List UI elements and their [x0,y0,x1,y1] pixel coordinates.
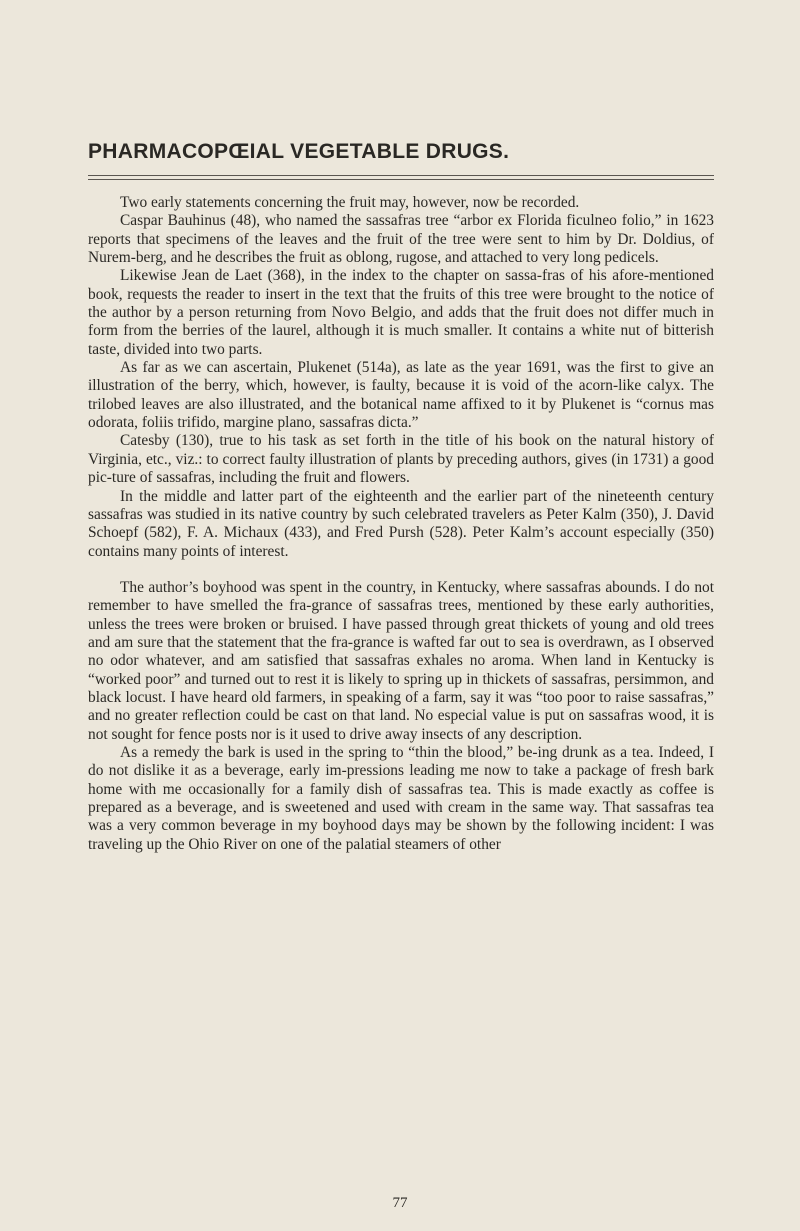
running-head: PHARMACOPŒIAL VEGETABLE DRUGS. [88,140,510,163]
paragraph: Likewise Jean de Laet (368), in the index to the chapter on sassa-fras of his afore-mentioned book, requests the reader to insert in the text that the fruits of this tree were brought to the notice of the author by a person returning from Novo Belgio, and adds that the fruit does not differ much in form from the berries of the laurel, although it is much smaller. It contains a white nut of bitterish taste, divided into two parts. [88,267,714,358]
page-number: 77 [392,1195,408,1211]
paragraph: Caspar Bauhinus (48), who named the sassafras tree “arbor ex Florida ficulneo folio,” in 1623 reports that specimens of the leaves and the fruit of the tree were sent to him by Dr. Doldius, of Nurem-berg, and he describes the fruit as oblong, rugose, and attached to very long pedicels. [88,212,714,267]
paragraph: Catesby (130), true to his task as set forth in the title of his book on the natural history of Virginia, etc., viz.: to correct faulty illustration of plants by preceding authors, gives (in 1731) a good pic-ture of sassafras, including the fruit and flowers. [88,432,714,487]
paragraph: Two early statements concerning the fruit may, however, now be recorded. [120,194,580,211]
paragraph: The author’s boyhood was spent in the country, in Kentucky, where sassafras abounds. I do not remember to have smelled the fra-grance of sassafras trees, mentioned by these early authorities, unless the trees were broken or bruised. I have passed through great thickets of young and old trees and am sure that the statement that the fra-grance is wafted far out to sea is overdrawn, as I observed no odor whatever, and am satisfied that sassafras exhales no aroma. When land in Kentucky is “worked poor” and turned out to rest it is likely to spring up in thickets of sassafras, persimmon, and black locust. I have heard old farmers, in speaking of a farm, say it was “too poor to raise sassafras,” and no greater reflection could be cast on that land. No especial value is put on sassafras wood, it is not sought for fence posts nor is it used to drive away insects of any description. [88,578,714,743]
body-text [88,194,714,854]
paragraph: As far as we can ascertain, Plukenet (514a), as late as the year 1691, was the first to give an illustration of the berry, which, however, is faulty, because it is void of the acorn-like calyx. The trilobed leaves are also illustrated, and the botanical name affixed to it by Plukenet is “cornus mas odorata, foliis trifido, margine plano, sassafras dicta.” [88,359,714,432]
header-rule-bottom [88,179,714,180]
paragraph: As a remedy the bark is used in the spring to “thin the blood,” be-ing drunk as a tea. Indeed, I do not dislike it as a beverage, early im-pressions leading me now to take a package of fresh bark home with me occasionally for a family dish of sassafras tea. This is made exactly as coffee is prepared as a beverage, and is sweetened and used with cream in the same way. That sassafras tea was a very common beverage in my boyhood days may be shown by the following incident: I was traveling up the Ohio River on one of the palatial steamers of other [88,743,714,853]
paragraph: In the middle and latter part of the eighteenth and the earlier part of the nineteenth century sassafras was studied in its native country by such celebrated travelers as Peter Kalm (350), J. David Schoepf (582), F. A. Michaux (433), and Fred Pursh (528). Peter Kalm’s account especially (350) contains many points of interest. [88,487,714,560]
header-rule-top [88,175,714,176]
